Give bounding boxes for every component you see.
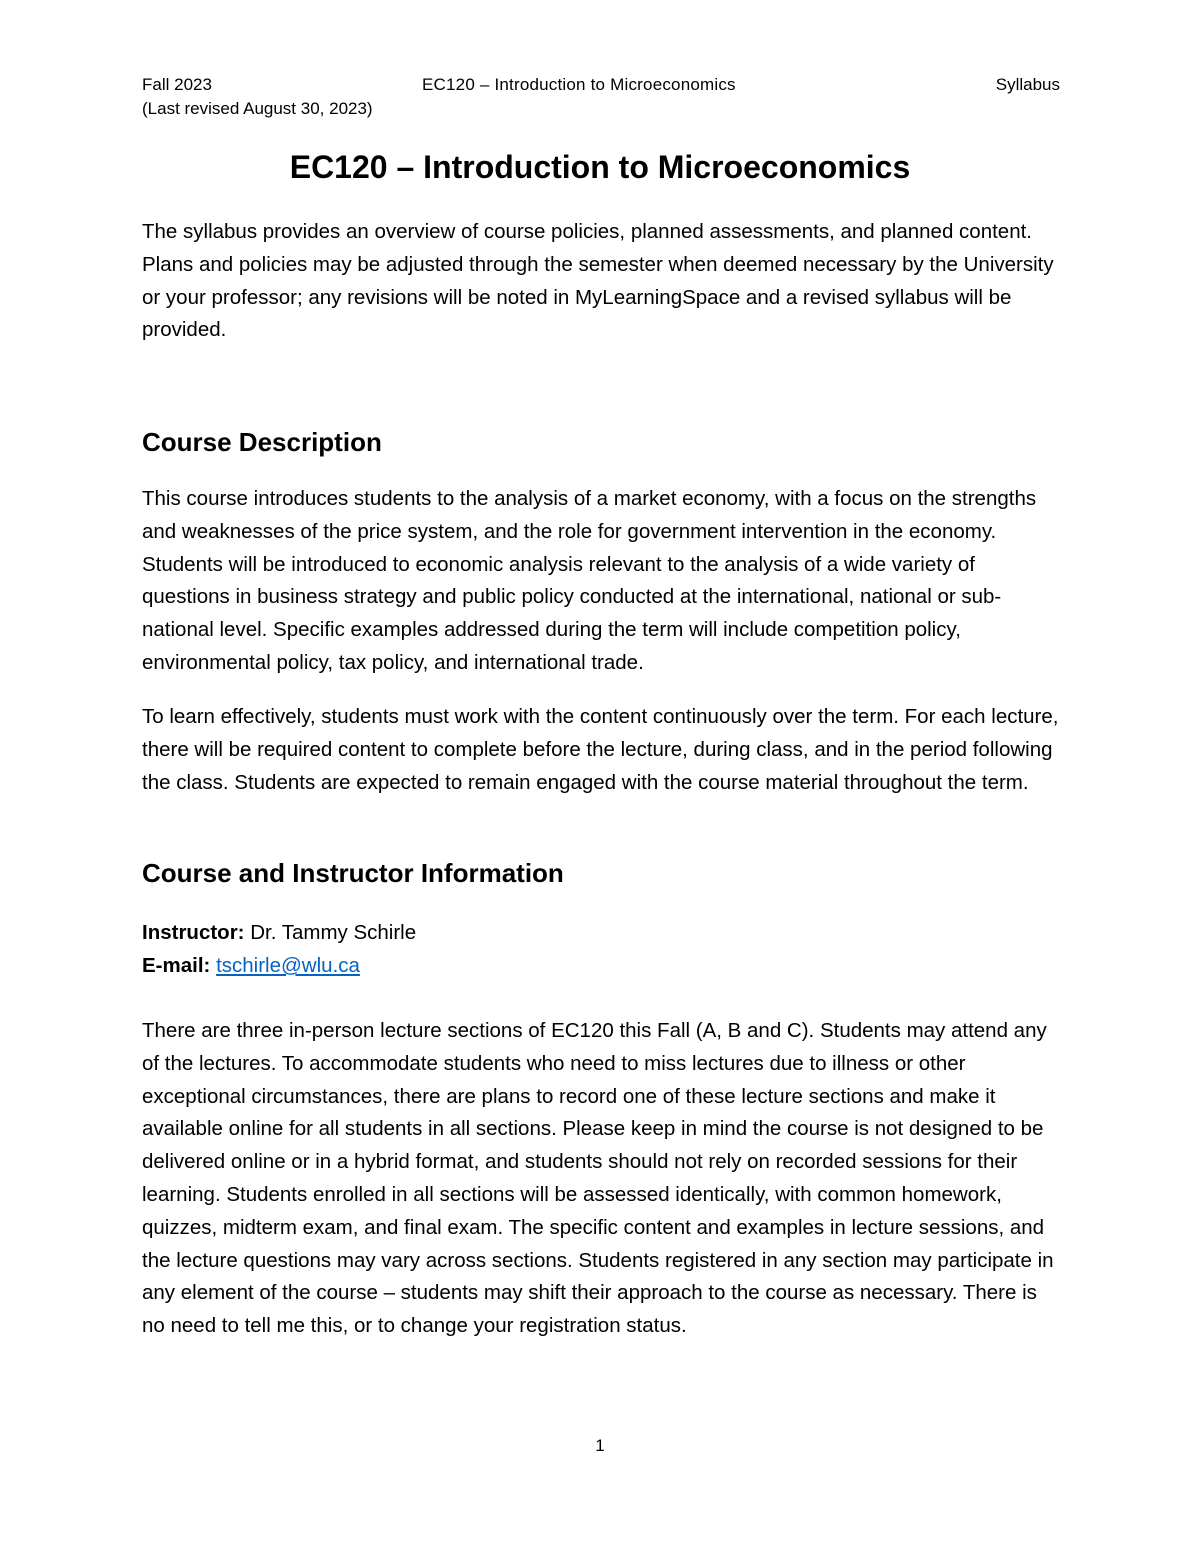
revision-date: (Last revised August 30, 2023) bbox=[142, 99, 373, 118]
email-label: E-mail: bbox=[142, 954, 211, 977]
document-title: EC120 – Introduction to Microeconomics bbox=[289, 149, 911, 185]
email-line bbox=[142, 950, 360, 982]
header-term: Fall 2023 bbox=[142, 75, 212, 94]
intro-paragraph: The syllabus provides an overview of course policies, planned assessments, and planned content. Plans and policies may be adjusted through the semester when deemed necessary by the University or your professor; any revisions will be noted in MyLearningSpace and a revised syllabus will be provided. bbox=[142, 220, 1054, 342]
course-info-heading: Course and Instructor Information bbox=[142, 858, 564, 888]
header-doc-type: Syllabus bbox=[995, 75, 1060, 94]
lecture-sections-paragraph: There are three in-person lecture sections of EC120 this Fall (A, B and C). Students may attend any of the lectures. To accommodate students who need to miss lectures due to illness or other exceptional circumstances, there are plans to record one of these lecture sections and make it available online for all students in all sections. Please keep in mind the course is not designed to be delivered online or in a hybrid format, and students should not rely on recorded sessions for their learning. Students enrolled in all sections will be assessed identically, with common homework, quizzes, midterm exam, and final exam. The specific content and examples in lecture sessions, and the lecture questions may vary across sections. Students registered in any section may participate in any element of the course – students may shift their approach to the course as necessary. There is no need to tell me this, or to change your registration status. bbox=[142, 1019, 1054, 1338]
course-description-heading: Course Description bbox=[142, 427, 382, 457]
page-number: 1 bbox=[595, 1436, 605, 1455]
instructor-line bbox=[142, 917, 416, 949]
learning-expectations-paragraph: To learn effectively, students must work with the content continuously over the term. For each lecture, there will be required content to complete before the lecture, during class, and in the period following the class. Students are expected to remain engaged with the course material throughout the term. bbox=[142, 705, 1059, 794]
running-header bbox=[142, 73, 1060, 97]
instructor-email-link[interactable]: tschirle@wlu.ca bbox=[216, 954, 360, 977]
instructor-label: Instructor: bbox=[142, 921, 245, 944]
instructor-name: Dr. Tammy Schirle bbox=[244, 921, 417, 944]
course-description-paragraph: This course introduces students to the analysis of a market economy, with a focus on the strengths and weaknesses of the price system, and the role for government intervention in the economy. Students will be introduced to economic analysis relevant to the analysis of a wide variety of questions in business strategy and public policy conducted at the international, national or sub-national level. Specific examples addressed during the term will include competition policy, environmental policy, tax policy, and international trade. bbox=[142, 487, 1037, 674]
header-course: EC120 – Introduction to Microeconomics bbox=[422, 75, 736, 94]
